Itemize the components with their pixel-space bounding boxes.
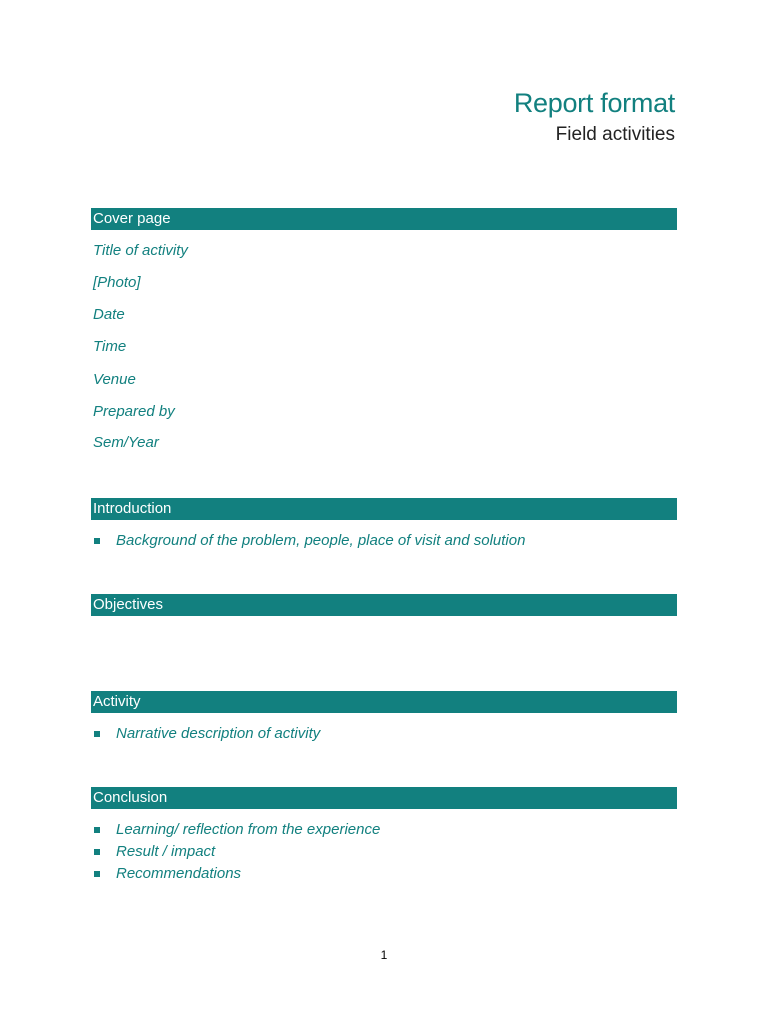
section-header-conclusion: Conclusion [91, 787, 677, 809]
section-header-objectives: Objectives [91, 594, 677, 616]
bullet-text: Learning/ reflection from the experience [116, 821, 381, 838]
cover-item-prepared-by: Prepared by [93, 403, 175, 420]
cover-item-time: Time [93, 338, 127, 355]
section-header-introduction: Introduction [91, 498, 677, 520]
list-item [94, 725, 320, 742]
section-header-cover-page: Cover page [91, 208, 677, 230]
cover-item-photo: [Photo] [93, 274, 141, 291]
bullet-text: Recommendations [116, 865, 242, 882]
page-number: 1 [380, 948, 388, 962]
square-bullet-icon [94, 827, 100, 833]
bullet-text: Background of the problem, people, place of visit and solution [116, 532, 526, 549]
page-subtitle: Field activities [555, 124, 675, 145]
square-bullet-icon [94, 871, 100, 877]
section-header-activity: Activity [91, 691, 677, 713]
square-bullet-icon [94, 538, 100, 544]
list-item [94, 865, 241, 882]
square-bullet-icon [94, 731, 100, 737]
cover-item-venue: Venue [93, 371, 136, 388]
cover-item-sem-year: Sem/Year [93, 434, 159, 451]
page-title: Report format [513, 88, 675, 118]
list-item [94, 843, 215, 860]
bullet-text: Result / impact [116, 843, 216, 860]
square-bullet-icon [94, 849, 100, 855]
cover-item-title-of-activity: Title of activity [93, 242, 188, 259]
list-item [94, 821, 380, 838]
bullet-text: Narrative description of activity [116, 725, 321, 742]
cover-item-date: Date [93, 306, 125, 323]
list-item [94, 532, 525, 549]
